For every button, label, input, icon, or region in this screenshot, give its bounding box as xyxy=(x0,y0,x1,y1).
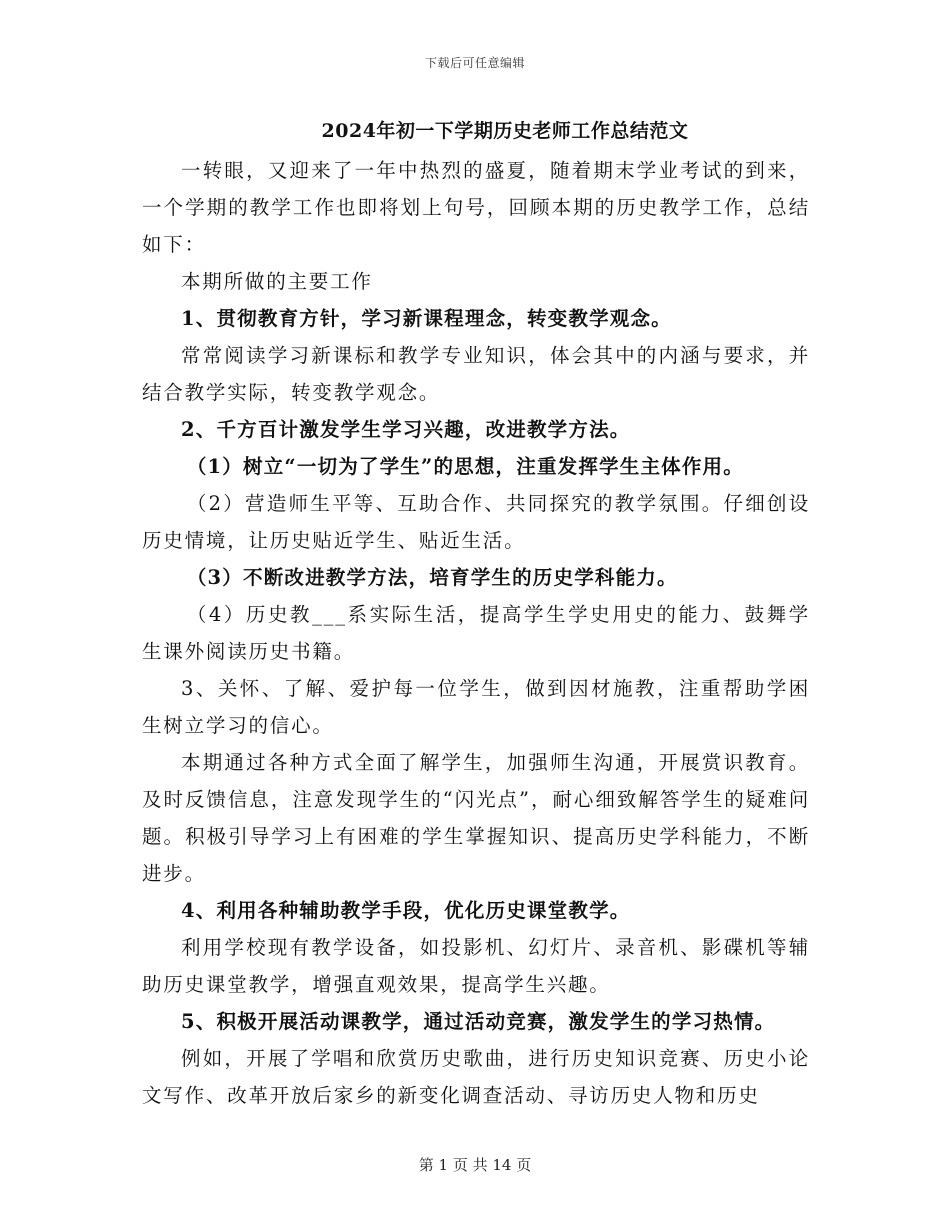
paragraph-section-heading: 本期所做的主要工作 xyxy=(181,270,373,293)
page-number: 第 1 页 共 14 页 xyxy=(418,1156,532,1174)
document-body xyxy=(142,152,810,1114)
paragraph-2-4: （4）历史教___系实际生活，提高学生学史用史的能力、鼓舞学生课外阅读历史书籍。 xyxy=(142,603,810,663)
heading-item-2: 2、千方百计激发学生学习兴趣，改进教学方法。 xyxy=(181,418,631,441)
heading-item-1: 1、贯彻教育方针，学习新课程理念，转变教学观念。 xyxy=(181,307,672,330)
heading-item-5: 5、积极开展活动课教学，通过活动竞赛，激发学生的学习热情。 xyxy=(181,1010,776,1033)
document-title: 2024年初一下学期历史老师工作总结范文 xyxy=(321,120,689,142)
header-note: 下载后可任意编辑 xyxy=(424,56,525,70)
subheading-2-1: （1）树立“一切为了学生”的思想，注重发挥学生主体作用。 xyxy=(186,455,744,478)
paragraph-item-5-detail: 例如，开展了学唱和欣赏历史歌曲，进行历史知识竞赛、历史小论文写作、改革开放后家乡的新变化调查活动、寻访历史人物和历史 xyxy=(142,1047,810,1107)
paragraph-item-4-detail: 利用学校现有教学设备，如投影机、幻灯片、录音机、影碟机等辅助历史课堂教学，增强直观效果，提高学生兴趣。 xyxy=(142,936,810,996)
paragraph-item-3: 3、关怀、了解、爱护每一位学生，做到因材施教，注重帮助学困生树立学习的信心。 xyxy=(142,677,810,737)
paragraph-2-2: （2）营造师生平等、互助合作、共同探究的教学氛围。仔细创设历史情境，让历史贴近学生、贴近生活。 xyxy=(142,492,810,552)
paragraph-item-3-detail: 本期通过各种方式全面了解学生，加强师生沟通，开展赏识教育。及时反馈信息，注意发现学生的“闪光点”，耐心细致解答学生的疑难问题。积极引导学习上有困难的学生掌握知识、提高历史学科能力，不断进步。 xyxy=(142,751,810,885)
paragraph-item-1-detail: 常常阅读学习新课标和教学专业知识，体会其中的内涵与要求，并结合教学实际，转变教学观念。 xyxy=(142,344,810,404)
paragraph-intro: 一转眼，又迎来了一年中热烈的盛夏，随着期末学业考试的到来，一个学期的教学工作也即将划上句号，回顾本期的历史教学工作，总结如下： xyxy=(142,159,810,256)
subheading-2-3: （3）不断改进教学方法，培育学生的历史学科能力。 xyxy=(186,566,678,589)
heading-item-4: 4、利用各种辅助教学手段，优化历史课堂教学。 xyxy=(181,899,631,922)
